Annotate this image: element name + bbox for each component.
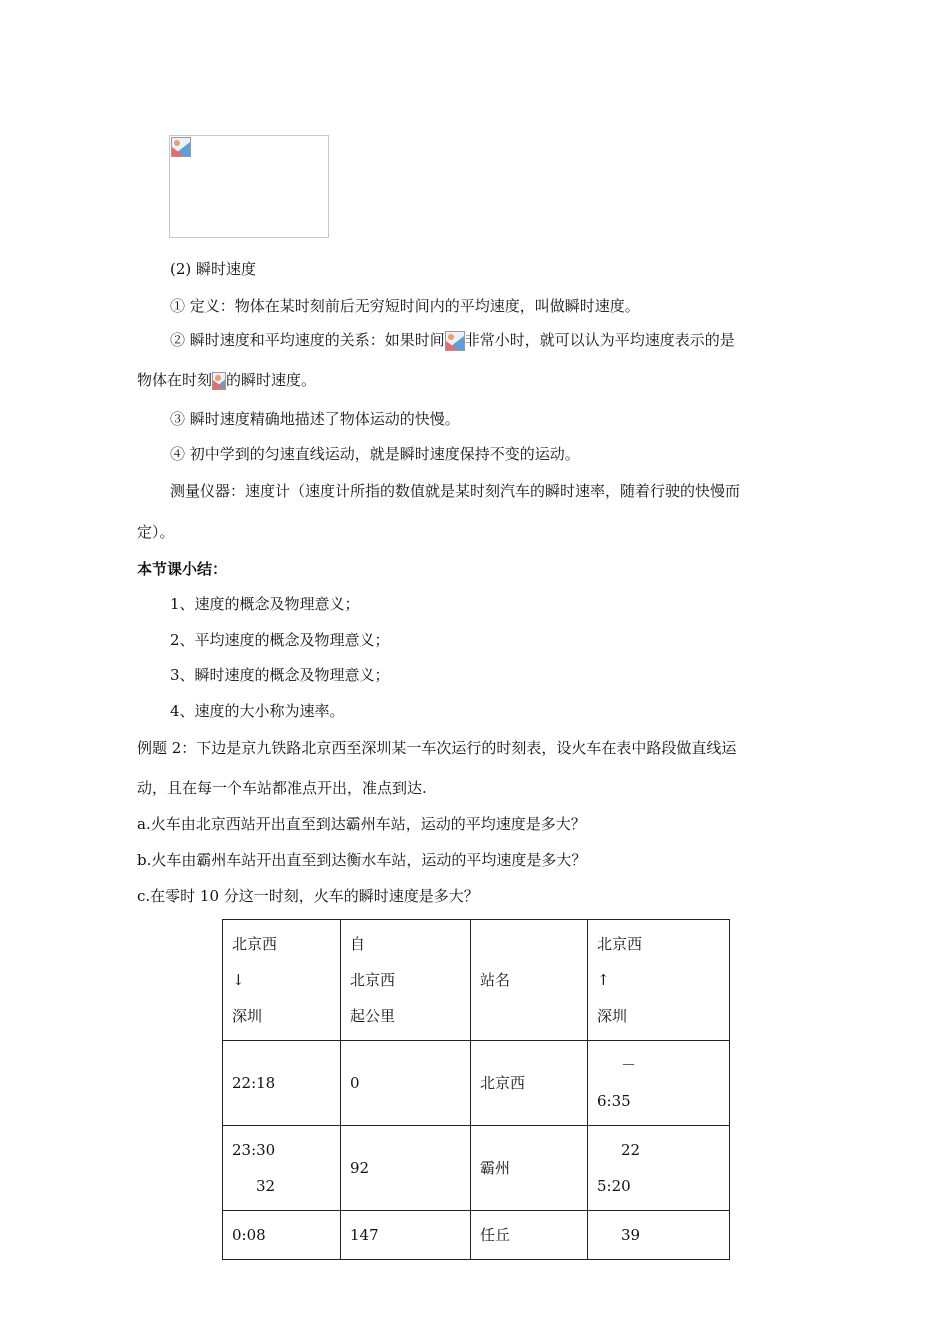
table-cell: 0 (341, 1041, 471, 1126)
broken-image-icon (171, 137, 191, 157)
relation-text-4: 的瞬时速度。 (226, 371, 317, 389)
item-3: ③ 瞬时速度精确地描述了物体运动的快慢。 (170, 410, 460, 428)
table-cell: － 6:35 (588, 1041, 730, 1126)
header-cell-distance: 自 北京西 起公里 (341, 920, 471, 1041)
timetable (222, 919, 730, 1260)
question-c: c.在零时 10 分这一时刻，火车的瞬时速度是多大？ (137, 887, 479, 905)
table-cell: 39 (588, 1211, 730, 1260)
header-cell-station: 站名 (471, 920, 588, 1041)
table-header-row (223, 920, 730, 1041)
table-row (223, 1211, 730, 1260)
example-line-1: 例题 2：下边是京九铁路北京西至深圳某一车次运行的时刻表，设火车在表中路段做直线运 (137, 739, 737, 757)
header-cell-northbound: 北京西 ↑ 深圳 (588, 920, 730, 1041)
relation-text-3: 物体在时刻 (137, 371, 213, 389)
table-row (223, 1126, 730, 1211)
summary-item: 2、平均速度的概念及物理意义； (170, 631, 390, 649)
definition: ① 定义：物体在某时刻前后无穷短时间内的平均速度，叫做瞬时速度。 (170, 297, 640, 315)
image-placeholder (169, 135, 329, 238)
summary-title: 本节课小结： (137, 560, 228, 578)
table-cell: 霸州 (471, 1126, 588, 1211)
relation-text-1: ② 瞬时速度和平均速度的关系：如果时间 (170, 331, 445, 349)
table-cell: 147 (341, 1211, 471, 1260)
relation-text-2: 非常小时，就可以认为平均速度表示的是 (464, 331, 735, 349)
table-cell: 92 (341, 1126, 471, 1211)
instrument-line-1: 测量仪器：速度计（速度计所指的数值就是某时刻汽车的瞬时速率，随着行驶的快慢而 (170, 482, 741, 500)
header-cell-southbound: 北京西 ↓ 深圳 (223, 920, 341, 1041)
table-row (223, 1041, 730, 1126)
section-heading: (2) 瞬时速度 (170, 260, 257, 278)
summary-item: 3、瞬时速度的概念及物理意义； (170, 666, 390, 684)
table-cell: 任丘 (471, 1211, 588, 1260)
relation-line-2 (137, 370, 316, 390)
table-cell: 22 5:20 (588, 1126, 730, 1211)
delta-t-formula-icon (445, 331, 465, 351)
question-b: b.火车由霸州车站开出直至到达衡水车站，运动的平均速度是多大？ (137, 851, 587, 869)
relation-line-1 (170, 330, 735, 351)
time-t-formula-icon (212, 372, 226, 390)
instrument-line-2: 定）。 (137, 523, 175, 541)
question-a: a.火车由北京西站开出直至到达霸州车站，运动的平均速度是多大？ (137, 815, 586, 833)
table-cell: 0:08 (223, 1211, 341, 1260)
summary-item: 4、速度的大小称为速率。 (170, 702, 345, 720)
example-line-2: 动，且在每一个车站都准点开出，准点到达. (137, 779, 427, 797)
table-cell: 北京西 (471, 1041, 588, 1126)
summary-item: 1、速度的概念及物理意义； (170, 595, 360, 613)
table-cell: 23:30 32 (223, 1126, 341, 1211)
item-4: ④ 初中学到的匀速直线运动，就是瞬时速度保持不变的运动。 (170, 445, 580, 463)
table-cell: 22:18 (223, 1041, 341, 1126)
